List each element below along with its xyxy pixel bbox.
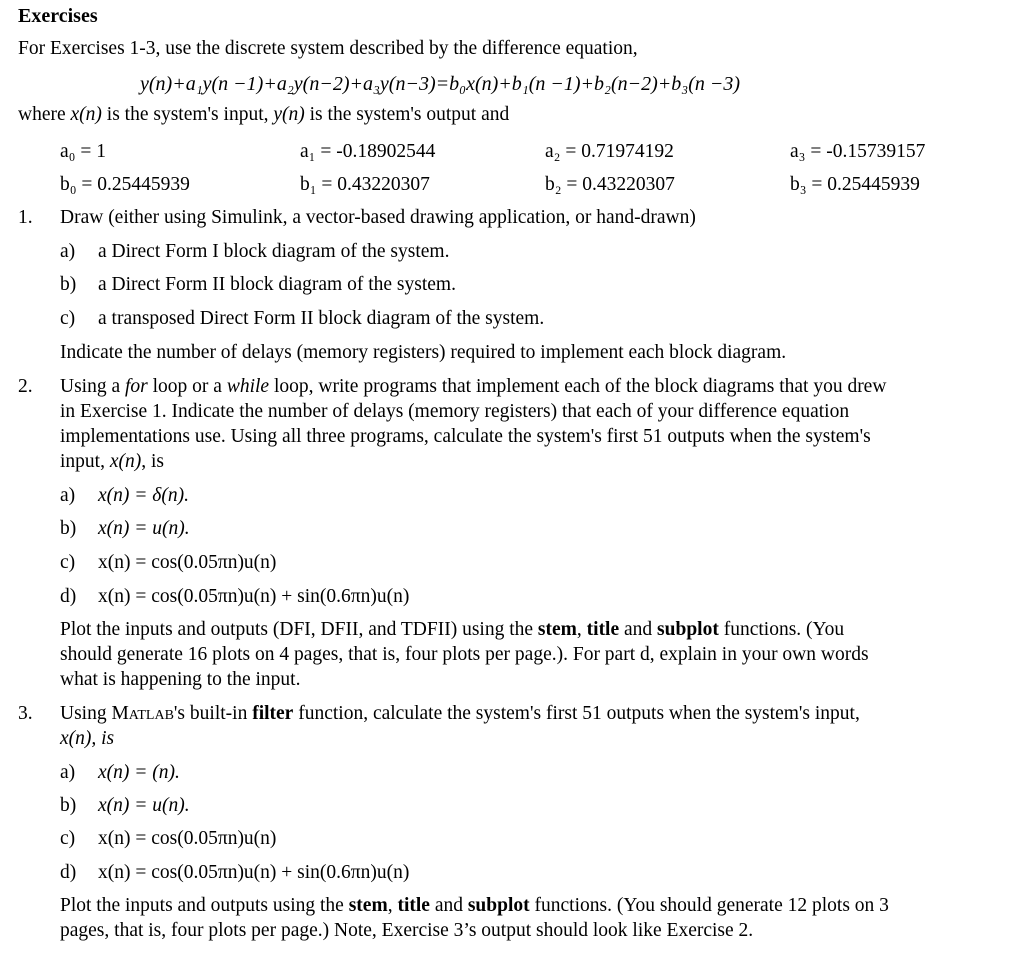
ex2-plot-line-3: what is happening to the input. — [60, 669, 301, 690]
ex2-item-label: c) — [60, 552, 76, 573]
ex3-l1-pre: Using — [60, 703, 112, 724]
ex2-plot-line-1 — [60, 618, 844, 642]
ex2-p1-subplot: subplot — [657, 619, 719, 640]
ex3-line-1 — [60, 702, 860, 726]
coef-a3: a₃ = -0.15739157 — [790, 141, 926, 162]
ex2-item-label: b) — [60, 518, 77, 539]
ex2-item-text: x(n) = cos(0.05πn)u(n) + sin(0.6πn)u(n) — [98, 586, 410, 607]
ex3-number: 3. — [18, 703, 33, 724]
ex1-item-text: a Direct Form I block diagram of the system. — [98, 241, 450, 262]
ex1-item-text: a transposed Direct Form II block diagram of the system. — [98, 308, 545, 329]
ex2-line-2: in Exercise 1. Indicate the number of delays (memory registers) that each of your difference equation — [60, 401, 850, 422]
coef-b1: b₁ = 0.43220307 — [300, 174, 430, 195]
ex1-note: Indicate the number of delays (memory registers) required to implement each block diagram. — [60, 342, 787, 363]
page-title: Exercises — [18, 5, 98, 27]
ex1-item-label: b) — [60, 274, 77, 295]
ex2-p1-title: title — [586, 619, 620, 640]
ex2-item-label: a) — [60, 485, 76, 506]
ex3-p1-stem: stem — [348, 895, 388, 916]
ex3-plot-line-2: pages, that is, four plots per page.) Note, Exercise 3’s output should look like Exercise 2. — [60, 920, 754, 941]
coef-b3: b₃ = 0.25445939 — [790, 174, 920, 195]
where-pre: where — [18, 104, 71, 125]
ex3-p1-c1: , — [387, 895, 398, 916]
ex3-item-text: x(n) = cos(0.05πn)u(n) — [98, 828, 277, 849]
ex2-p1-post: functions. (You — [718, 619, 845, 640]
ex1-item-label: a) — [60, 241, 76, 262]
coef-a1: a₁ = -0.18902544 — [300, 141, 436, 162]
ex2-line-1 — [60, 375, 886, 399]
where-x: x(n) — [70, 104, 102, 125]
ex2-p1-c1: , — [576, 619, 587, 640]
ex3-plot-line-1 — [60, 894, 889, 918]
ex3-l1-filter: filter — [252, 703, 294, 724]
where-post: is the system's output and — [304, 104, 510, 125]
ex3-p1-and: and — [429, 895, 468, 916]
ex3-item-label: a) — [60, 762, 76, 783]
ex3-p1-title: title — [397, 895, 430, 916]
coef-b0: b₀ = 0.25445939 — [60, 174, 190, 195]
where-y: y(n) — [273, 104, 305, 125]
ex2-l1-for: for — [125, 376, 148, 397]
difference-equation: y(n)+a₁y(n −1)+a₂y(n−2)+a₃y(n−3)=b₀x(n)+b₁(n −1)+b₂(n−2)+b₃(n −3) — [140, 73, 741, 95]
ex2-p1-and: and — [619, 619, 658, 640]
ex1-number: 1. — [18, 207, 33, 228]
ex2-item-text: x(n) = δ(n). — [98, 485, 189, 506]
ex2-l4-x: x(n) — [109, 451, 142, 472]
ex2-number: 2. — [18, 376, 33, 397]
coef-a2: a₂ = 0.71974192 — [545, 141, 674, 162]
ex2-p1-pre: Plot the inputs and outputs (DFI, DFII, and TDFII) using the — [60, 619, 538, 640]
ex2-line-4 — [60, 450, 164, 474]
ex3-l1-post: function, calculate the system's first 51 outputs when the system's input, — [293, 703, 860, 724]
ex2-l4-pre: input, — [60, 451, 110, 472]
ex3-item-text: x(n) = cos(0.05πn)u(n) + sin(0.6πn)u(n) — [98, 862, 410, 883]
ex2-l1-pre: Using a — [60, 376, 125, 397]
ex2-item-label: d) — [60, 586, 77, 607]
ex1-item-label: c) — [60, 308, 76, 329]
ex3-l1-matlab: Matlab — [111, 703, 174, 724]
ex2-p1-stem: stem — [537, 619, 577, 640]
ex3-item-label: d) — [60, 862, 77, 883]
ex3-item-label: c) — [60, 828, 76, 849]
ex2-l1-post: loop, write programs that implement each of the block diagrams that you drew — [269, 376, 887, 397]
ex2-l4-post: , is — [141, 451, 165, 472]
where-mid: is the system's input, — [101, 104, 274, 125]
ex1-item-text: a Direct Form II block diagram of the system. — [98, 274, 456, 295]
ex3-line-2: x(n), is — [60, 728, 115, 749]
ex2-item-text: x(n) = u(n). — [98, 518, 190, 539]
ex3-item-text: x(n) = (n). — [98, 762, 180, 783]
ex2-item-text: x(n) = cos(0.05πn)u(n) — [98, 552, 277, 573]
intro-text: For Exercises 1-3, use the discrete system described by the difference equation, — [18, 38, 638, 59]
ex3-item-label: b) — [60, 795, 77, 816]
ex3-p1-post: functions. (You should generate 12 plots on 3 — [529, 895, 889, 916]
ex3-l1-mid: 's built-in — [173, 703, 253, 724]
ex2-line-3: implementations use. Using all three programs, calculate the system's first 51 outputs when the system's — [60, 426, 871, 447]
ex1-text: Draw (either using Simulink, a vector-based drawing application, or hand-drawn) — [60, 207, 696, 228]
ex2-l1-while: while — [226, 376, 270, 397]
coef-b2: b₂ = 0.43220307 — [545, 174, 675, 195]
ex3-item-text: x(n) = u(n). — [98, 795, 190, 816]
ex3-p1-subplot: subplot — [467, 895, 530, 916]
ex3-p1-pre: Plot the inputs and outputs using the — [60, 895, 349, 916]
ex2-plot-line-2: should generate 16 plots on 4 pages, that is, four plots per page.). For part d, explain in your own words — [60, 644, 869, 665]
where-line — [18, 103, 509, 127]
coef-a0: a₀ = 1 — [60, 141, 106, 162]
ex2-l1-mid: loop or a — [147, 376, 227, 397]
